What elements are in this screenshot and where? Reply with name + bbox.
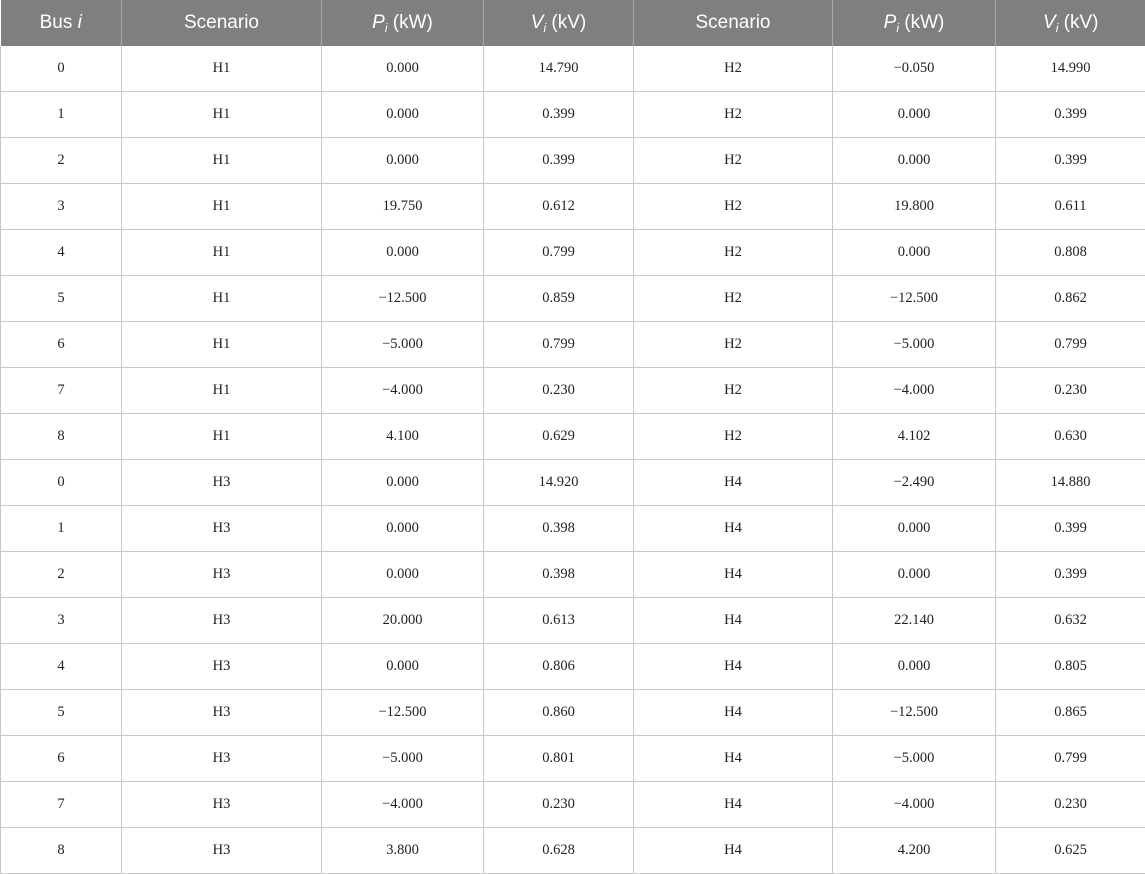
scenario-cell: H4	[634, 690, 833, 736]
scenario-cell: H2	[634, 368, 833, 414]
scenario-cell: H3	[122, 598, 322, 644]
table-row	[1, 690, 1145, 736]
table-row	[1, 828, 1145, 874]
bus-cell: 4	[1, 230, 122, 276]
power-cell: 0.000	[322, 552, 484, 598]
header-voltage-2: $V_i$ (kV)	[996, 0, 1145, 46]
power-cell: 3.800	[322, 828, 484, 874]
table-row	[1, 782, 1145, 828]
scenario-cell: H4	[634, 506, 833, 552]
voltage-cell: 0.630	[996, 414, 1145, 460]
voltage-cell: 0.625	[996, 828, 1145, 874]
scenario-cell: H3	[122, 828, 322, 874]
power-cell: 4.102	[833, 414, 996, 460]
voltage-cell: 0.860	[484, 690, 634, 736]
power-cell: 0.000	[833, 230, 996, 276]
scenario-cell: H2	[634, 138, 833, 184]
power-cell: 0.000	[322, 138, 484, 184]
scenario-cell: H4	[634, 598, 833, 644]
table-body	[1, 46, 1145, 874]
table-row	[1, 644, 1145, 690]
scenario-cell: H1	[122, 138, 322, 184]
voltage-cell: 0.859	[484, 276, 634, 322]
table-header	[1, 0, 1145, 46]
voltage-cell: 0.399	[996, 138, 1145, 184]
power-cell: −5.000	[322, 736, 484, 782]
header-power-2: $P_i$ (kW)	[833, 0, 996, 46]
scenario-cell: H4	[634, 782, 833, 828]
header-voltage-1: $V_i$ (kV)	[484, 0, 634, 46]
bus-cell: 3	[1, 184, 122, 230]
scenario-cell: H1	[122, 414, 322, 460]
voltage-cell: 0.230	[996, 782, 1145, 828]
power-cell: 19.800	[833, 184, 996, 230]
bus-cell: 5	[1, 690, 122, 736]
voltage-cell: 0.799	[996, 736, 1145, 782]
power-cell: 4.100	[322, 414, 484, 460]
voltage-cell: 0.612	[484, 184, 634, 230]
scenario-cell: H4	[634, 644, 833, 690]
bus-cell: 7	[1, 782, 122, 828]
header-bus: Bus i	[1, 0, 122, 46]
table-row	[1, 368, 1145, 414]
table-row	[1, 460, 1145, 506]
scenario-cell: H1	[122, 230, 322, 276]
bus-cell: 2	[1, 552, 122, 598]
scenario-cell: H1	[122, 184, 322, 230]
bus-cell: 4	[1, 644, 122, 690]
power-cell: 0.000	[322, 92, 484, 138]
power-cell: −5.000	[322, 322, 484, 368]
power-cell: 0.000	[322, 506, 484, 552]
voltage-cell: 0.399	[996, 92, 1145, 138]
voltage-cell: 0.799	[484, 230, 634, 276]
power-cell: 0.000	[833, 644, 996, 690]
scenario-cell: H3	[122, 644, 322, 690]
bus-cell: 3	[1, 598, 122, 644]
scenario-cell: H3	[122, 690, 322, 736]
bus-cell: 1	[1, 92, 122, 138]
power-cell: 20.000	[322, 598, 484, 644]
voltage-cell: 0.399	[996, 506, 1145, 552]
power-cell: −5.000	[833, 736, 996, 782]
table-row	[1, 230, 1145, 276]
power-cell: −12.500	[322, 276, 484, 322]
table-row	[1, 552, 1145, 598]
voltage-cell: 0.613	[484, 598, 634, 644]
voltage-cell: 0.399	[484, 138, 634, 184]
bus-cell: 2	[1, 138, 122, 184]
voltage-cell: 0.230	[996, 368, 1145, 414]
voltage-cell: 0.629	[484, 414, 634, 460]
voltage-cell: 0.806	[484, 644, 634, 690]
bus-cell: 7	[1, 368, 122, 414]
voltage-cell: 0.628	[484, 828, 634, 874]
power-cell: −2.490	[833, 460, 996, 506]
power-cell: 0.000	[322, 644, 484, 690]
voltage-cell: 0.398	[484, 552, 634, 598]
scenario-cell: H1	[122, 46, 322, 92]
header-power-1: $P_i$ (kW)	[322, 0, 484, 46]
table-row	[1, 184, 1145, 230]
voltage-cell: 0.611	[996, 184, 1145, 230]
scenario-cell: H2	[634, 414, 833, 460]
bus-cell: 6	[1, 322, 122, 368]
scenario-cell: H3	[122, 506, 322, 552]
power-cell: −4.000	[322, 368, 484, 414]
bus-cell: 0	[1, 46, 122, 92]
bus-cell: 6	[1, 736, 122, 782]
bus-cell: 1	[1, 506, 122, 552]
voltage-cell: 0.799	[996, 322, 1145, 368]
voltage-cell: 0.805	[996, 644, 1145, 690]
voltage-cell: 0.230	[484, 368, 634, 414]
power-cell: −4.000	[833, 368, 996, 414]
scenario-cell: H1	[122, 322, 322, 368]
power-cell: 0.000	[833, 506, 996, 552]
table-row	[1, 736, 1145, 782]
power-cell: 4.200	[833, 828, 996, 874]
power-cell: −12.500	[833, 690, 996, 736]
scenario-cell: H1	[122, 276, 322, 322]
voltage-cell: 0.632	[996, 598, 1145, 644]
voltage-cell: 14.880	[996, 460, 1145, 506]
voltage-cell: 14.990	[996, 46, 1145, 92]
voltage-cell: 0.399	[996, 552, 1145, 598]
scenario-cell: H4	[634, 828, 833, 874]
bus-cell: 8	[1, 414, 122, 460]
voltage-cell: 0.230	[484, 782, 634, 828]
power-cell: −0.050	[833, 46, 996, 92]
table-row	[1, 92, 1145, 138]
header-row	[1, 0, 1145, 46]
scenario-cell: H2	[634, 92, 833, 138]
power-cell: 0.000	[322, 46, 484, 92]
voltage-cell: 0.808	[996, 230, 1145, 276]
scenario-cell: H3	[122, 736, 322, 782]
scenario-cell: H2	[634, 184, 833, 230]
voltage-cell: 0.799	[484, 322, 634, 368]
power-cell: 0.000	[833, 138, 996, 184]
voltage-cell: 14.790	[484, 46, 634, 92]
scenario-cell: H2	[634, 230, 833, 276]
power-cell: 0.000	[322, 230, 484, 276]
scenario-cell: H2	[634, 276, 833, 322]
header-scenario-1: Scenario	[122, 0, 322, 46]
power-cell: 0.000	[322, 460, 484, 506]
power-cell: −12.500	[322, 690, 484, 736]
power-cell: 0.000	[833, 552, 996, 598]
scenario-cell: H3	[122, 552, 322, 598]
scenario-cell: H4	[634, 460, 833, 506]
power-cell: 19.750	[322, 184, 484, 230]
table-row	[1, 276, 1145, 322]
table-row	[1, 322, 1145, 368]
voltage-cell: 0.399	[484, 92, 634, 138]
power-cell: 22.140	[833, 598, 996, 644]
scenario-cell: H2	[634, 322, 833, 368]
power-cell: −12.500	[833, 276, 996, 322]
scenario-cell: H1	[122, 92, 322, 138]
table-row	[1, 598, 1145, 644]
power-cell: −4.000	[322, 782, 484, 828]
table-row	[1, 138, 1145, 184]
scenario-cell: H3	[122, 460, 322, 506]
bus-cell: 8	[1, 828, 122, 874]
table-row	[1, 414, 1145, 460]
voltage-cell: 0.398	[484, 506, 634, 552]
voltage-cell: 0.865	[996, 690, 1145, 736]
scenario-cell: H3	[122, 782, 322, 828]
bus-cell: 5	[1, 276, 122, 322]
scenario-cell: H2	[634, 46, 833, 92]
header-scenario-2: Scenario	[634, 0, 833, 46]
voltage-cell: 0.862	[996, 276, 1145, 322]
voltage-cell: 0.801	[484, 736, 634, 782]
bus-cell: 0	[1, 460, 122, 506]
scenario-cell: H4	[634, 736, 833, 782]
table-row	[1, 506, 1145, 552]
voltage-cell: 14.920	[484, 460, 634, 506]
scenario-cell: H4	[634, 552, 833, 598]
table-row	[1, 46, 1145, 92]
power-cell: −5.000	[833, 322, 996, 368]
power-cell: 0.000	[833, 92, 996, 138]
scenario-cell: H1	[122, 368, 322, 414]
power-cell: −4.000	[833, 782, 996, 828]
